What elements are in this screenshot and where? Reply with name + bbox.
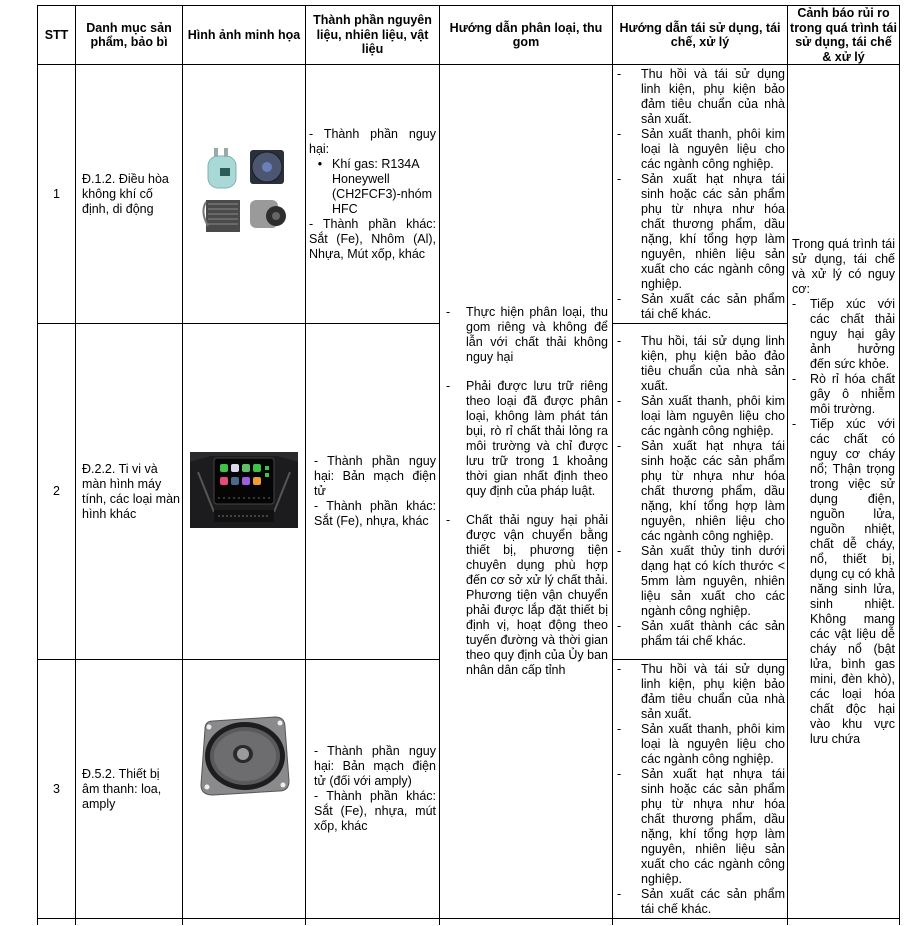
dash-icon: -	[617, 291, 622, 306]
header-product-name: Danh mục sản phẩm, bảo bì	[76, 6, 183, 65]
guide-item	[442, 379, 610, 499]
row-stt: 2	[38, 324, 76, 660]
guide-item	[442, 305, 610, 365]
reuse-item-text: Sản xuất thành các sản phẩm tái chế khác.	[641, 619, 785, 648]
dash-icon: -	[617, 334, 622, 348]
reuse-item-text: Sản xuất thủy tinh dưới dạng hạt có kích thước < 5mm làm nguyên, nhiên liệu sản xuất cho các ngành công nghiệp.	[641, 544, 785, 618]
dash-icon: -	[617, 886, 622, 901]
empty-cell	[183, 919, 306, 926]
row-image-cell	[183, 660, 306, 919]
header-risk-warning: Cảnh báo rủi ro trong quá trình tái sử dụng, tái chế & xử lý	[788, 6, 900, 65]
row-reuse-guide	[613, 65, 788, 324]
product-name-text: Đ.1.2. Điều hòa không khí cố định, di động	[82, 171, 169, 216]
empty-cell	[306, 919, 440, 926]
reuse-item-text: Sản xuất thanh, phôi kim loại làm nguyên liệu cho các ngành công nghiệp.	[641, 394, 785, 438]
risk-intro: Trong quá trình tái sử dụng, tái chế và xử lý có nguy cơ:	[792, 236, 895, 296]
row-stt: 1	[38, 65, 76, 324]
reuse-item-text: Thu hồi và tái sử dụng linh kiện, phụ kiện bảo đảm tiêu chuẩn của nhà sản xuất.	[641, 66, 785, 126]
header-reuse-guide: Hướng dẫn tái sử dụng, tái chế, xử lý	[613, 6, 788, 65]
empty-cell	[440, 919, 613, 926]
reuse-item	[613, 544, 787, 619]
table-row-continued	[38, 919, 900, 926]
table-row	[38, 65, 900, 324]
dash-icon: -	[617, 439, 622, 453]
reuse-item-text: Sản xuất các sản phẩm tái chế khác.	[641, 886, 785, 916]
empty-cell	[76, 919, 183, 926]
row-product-name	[76, 65, 183, 324]
composition-hazard-bullet	[308, 157, 437, 217]
row-image-cell	[183, 324, 306, 660]
row-reuse-guide	[613, 660, 788, 919]
waste-guidance-table	[37, 5, 900, 925]
reuse-item-text: Thu hồi, tái sử dụng linh kiện, phụ kiện bảo đảo tiêu chuẩn của nhà sản xuất.	[641, 334, 785, 393]
reuse-item	[613, 767, 787, 887]
risk-item-text: Tiếp xúc với các chất có nguy cơ cháy nổ; Thận trọng trong việc sử dụng điện, nguồn lửa, nguồn nhiệt, chất dễ cháy, nổ, thiết bị, dụng cụ có khả năng sinh lửa, sinh nhiệt. Không mang các vật liệu dễ cháy nổ (bật lửa, bình gas mini, đèn khò), các loại hóa chất độc hại vào khu vực lưu chứa	[810, 416, 895, 746]
dash-icon: -	[446, 513, 451, 527]
reuse-item	[613, 172, 787, 292]
risk-item-text: Rò rỉ hóa chất gây ô nhiễm môi trường.	[810, 371, 895, 416]
reuse-item-text: Sản xuất hạt nhựa tái sinh hoặc các sản phẩm phụ từ nhựa như hóa chất thương phẩm, dầu nặng, khí tổng hợp làm nguyên, nhiên liệu sản xuất cho các ngành công nghiệp.	[641, 171, 785, 291]
empty-cell	[788, 919, 900, 926]
dash-icon: -	[792, 371, 797, 386]
reuse-item	[613, 334, 787, 394]
dash-icon: -	[617, 619, 622, 633]
risk-item	[790, 417, 897, 747]
header-stt: STT	[38, 6, 76, 65]
dash-icon: -	[792, 296, 797, 311]
risk-item	[790, 297, 897, 372]
bullet-text: Khí gas: R134A Honeywell (CH2FCF3)-nhóm HFC	[332, 156, 433, 216]
header-composition: Thành phần nguyên liệu, nhiên liệu, vật liệu	[306, 6, 440, 65]
reuse-list	[613, 67, 787, 322]
composition-hazard-label: - Thành phần nguy hại: Bản mạch điện tử	[314, 454, 436, 498]
reuse-item-text: Thu hồi và tái sử dụng linh kiện, phụ kiện bảo đảm tiêu chuẩn của nhà sản xuất.	[641, 661, 785, 721]
speaker-icon	[195, 715, 293, 799]
reuse-item	[613, 127, 787, 172]
reuse-item	[613, 292, 787, 322]
row-composition	[306, 65, 440, 324]
guide-item	[442, 513, 610, 678]
dash-icon: -	[617, 721, 622, 736]
reuse-item	[613, 439, 787, 544]
dash-icon: -	[617, 126, 622, 141]
dash-icon: -	[446, 379, 451, 393]
dash-icon: -	[617, 394, 622, 408]
row-image-cell	[183, 65, 306, 324]
collection-guide-cell	[440, 65, 613, 919]
air-conditioner-parts-image	[200, 146, 288, 242]
car-display-screen-icon	[190, 452, 298, 528]
header-collection-guide: Hướng dẫn phân loại, thu gom	[440, 6, 613, 65]
dash-icon: -	[617, 66, 622, 81]
row-reuse-guide	[613, 324, 788, 660]
reuse-item	[613, 394, 787, 439]
guide-item-text: Chất thải nguy hại phải được vận chuyển bằng thiết bị, phương tiện chuyên dụng phù hợp đến cơ sở xử lý chất thải. Phương tiện vận chuyển phải được lắp đặt thiết bị định vị, hoạt động theo tuyến đường và thời gian theo quy định của Ủy ban nhân dân cấp tỉnh	[466, 513, 608, 677]
composition-other: - Thành phần khác: Sắt (Fe), nhựa, khác	[314, 499, 436, 528]
header-image: Hình ảnh minh họa	[183, 6, 306, 65]
reuse-item	[613, 722, 787, 767]
row-stt: 3	[38, 660, 76, 919]
dash-icon: -	[446, 305, 451, 319]
dash-icon: -	[617, 544, 622, 558]
reuse-item	[613, 662, 787, 722]
product-name-text: Đ.2.2. Ti vi và màn hình máy tính, các loại màn hình khác	[82, 461, 180, 521]
row-product-name	[76, 324, 183, 660]
risk-warning-cell	[788, 65, 900, 919]
dash-icon: -	[792, 416, 797, 431]
dash-icon: -	[617, 661, 622, 676]
dash-icon: -	[617, 766, 622, 781]
row-composition	[306, 324, 440, 660]
car-display-screen-image	[190, 452, 298, 532]
empty-cell	[38, 919, 76, 926]
composition-other: - Thành phần khác: Sắt (Fe), Nhôm (Al), Nhựa, Mút xốp, khác	[309, 216, 436, 261]
reuse-item	[613, 887, 787, 917]
composition-other: - Thành phần khác: Sắt (Fe), nhựa, mút xốp, khác	[314, 789, 436, 833]
empty-cell	[613, 919, 788, 926]
reuse-item-text: Sản xuất thanh, phôi kim loại là nguyên liệu cho các ngành công nghiệp.	[641, 126, 785, 171]
row-product-name	[76, 660, 183, 919]
product-name-text: Đ.5.2. Thiết bị âm thanh: loa, amply	[82, 766, 162, 811]
bullet-icon: •	[317, 156, 323, 171]
reuse-list	[613, 334, 787, 649]
reuse-item-text: Sản xuất các sản phẩm tái chế khác.	[641, 291, 785, 321]
risk-item-text: Tiếp xúc với các chất thải nguy hại gây ảnh hưởng đến sức khỏe.	[810, 296, 895, 371]
guide-item-text: Thực hiện phân loại, thu gom riêng và không để lẫn với chất thải không nguy hại	[466, 305, 608, 364]
reuse-item-text: Sản xuất hạt nhựa tái sinh hoặc các sản phẩm phụ từ nhựa như hóa chất thương phẩm, dầu nặng, khí tổng hợp làm nguyên, nhiên liệu cho các ngành công nghiệp.	[641, 439, 785, 543]
reuse-item	[613, 619, 787, 649]
row-composition	[306, 660, 440, 919]
reuse-item-text: Sản xuất thanh, phôi kim loại là nguyên liệu cho các ngành công nghiệp.	[641, 721, 785, 766]
air-conditioner-parts-icon	[200, 146, 288, 238]
table-header-row	[38, 6, 900, 65]
composition-hazard-label: - Thành phần nguy hại: Bản mạch điện tử (đối với amply)	[314, 744, 436, 788]
reuse-item	[613, 67, 787, 127]
risk-item	[790, 372, 897, 417]
reuse-list	[613, 662, 787, 917]
speaker-image	[195, 715, 293, 803]
composition-hazard-label: - Thành phần nguy hại:	[309, 126, 436, 156]
reuse-item-text: Sản xuất hạt nhựa tái sinh hoặc các sản phẩm phụ từ nhựa như hóa chất thương phẩm, dầu nặng, khí tổng hợp làm nguyên, nhiên liệu sản xuất cho các ngành công nghiệp.	[641, 766, 785, 886]
dash-icon: -	[617, 171, 622, 186]
guide-item-text: Phải được lưu trữ riêng theo loại đã được phân loại, không làm phát tán bụi, rò rỉ chất thải lỏng ra môi trường và chỉ được lưu trữ trong 1 khoảng thời gian nhất định theo quy định của pháp luật.	[466, 379, 608, 498]
